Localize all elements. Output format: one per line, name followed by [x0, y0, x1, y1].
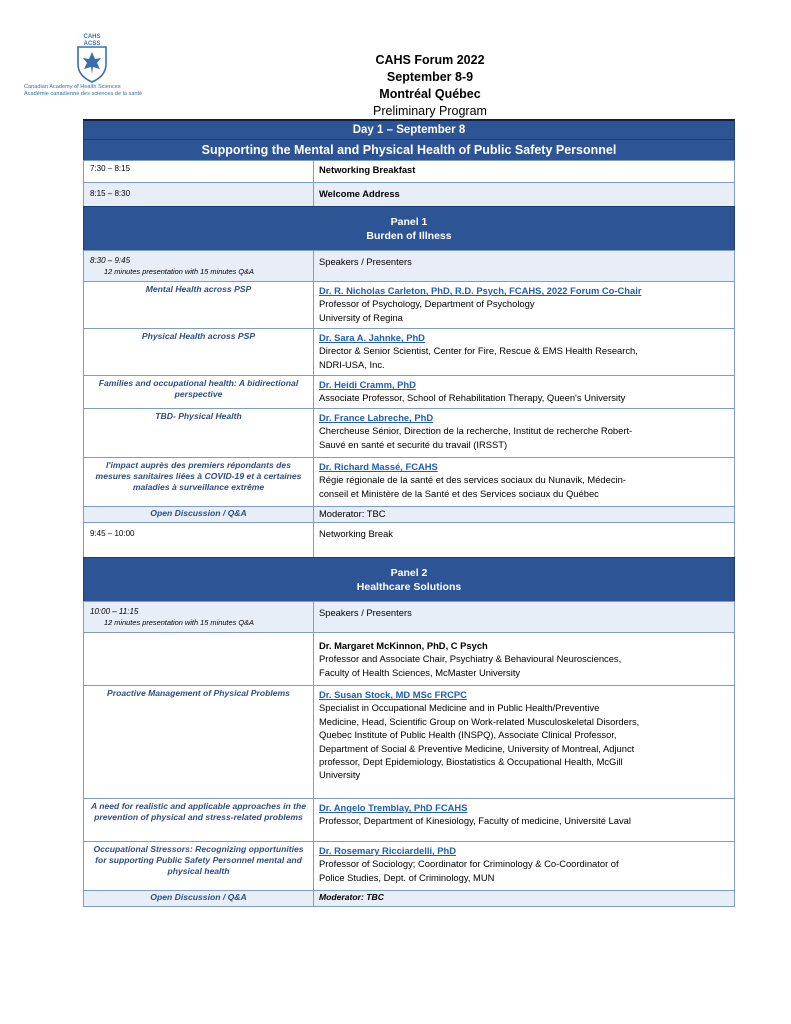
forum-location: Montréal Québec — [379, 87, 481, 101]
speaker-affiliation: conseil et Ministère de la Santé et des Services sociaux du Québec — [319, 487, 599, 499]
moderator-label: Moderator: TBC — [319, 508, 386, 519]
table-row — [83, 685, 735, 798]
talk-topic: Occupational Stressors: Recognizing opportunities for supporting Public Safety Personnel mental and physical health — [84, 842, 314, 890]
event-cell: Networking Break — [319, 528, 393, 539]
speaker-cell — [314, 842, 734, 890]
talk-topic — [84, 633, 314, 685]
day-heading: Day 1 – September 8 — [83, 119, 735, 139]
panel-title: Panel 1 — [390, 216, 428, 228]
panel-subtitle: Healthcare Solutions — [356, 581, 462, 593]
speaker-cell — [314, 458, 734, 506]
speaker-affiliation: Specialist in Occupational Medicine and in Public Health/Preventive — [319, 702, 600, 714]
speakers-label: Speakers / Presenters — [319, 607, 412, 618]
table-row — [83, 506, 735, 522]
talk-topic: l'impact auprès des premiers répondants des mesures sanitaires liées à COVID-19 et à certaines maladies à surveillance extrême — [84, 458, 314, 506]
speakers-label: Speakers / Presenters — [319, 256, 412, 267]
table-row — [83, 890, 735, 907]
speaker-name-link[interactable]: Dr. R. Nicholas Carleton, PhD, R.D. Psych, FCAHS, 2022 Forum Co-Chair — [319, 285, 642, 296]
program-table — [83, 119, 735, 907]
discussion-label: Open Discussion / Q&A — [84, 891, 314, 906]
table-row — [83, 798, 735, 841]
table-row — [83, 250, 735, 281]
speaker-cell — [314, 633, 734, 685]
forum-dates: September 8-9 — [386, 70, 474, 84]
speaker-cell — [314, 799, 734, 841]
program-subtitle: Preliminary Program — [373, 104, 487, 118]
speaker-name-link[interactable]: Dr. Richard Massé, FCAHS — [319, 461, 438, 472]
cahs-shield-icon — [72, 32, 112, 84]
table-row — [83, 281, 735, 328]
event-cell: Welcome Address — [319, 188, 400, 199]
speaker-affiliation: Associate Professor, School of Rehabilitation Therapy, Queen's University — [319, 392, 626, 404]
speaker-name: Dr. Margaret McKinnon, PhD, C Psych — [319, 640, 488, 651]
talk-topic: Physical Health across PSP — [84, 329, 314, 375]
table-row — [83, 160, 735, 182]
speaker-affiliation: professor, Dept Epidemiology, Biostatistics & Occupational Health, McGill — [319, 756, 623, 768]
cahs-logo — [24, 32, 174, 112]
speaker-name-link[interactable]: Dr. Rosemary Ricciardelli, PhD — [319, 845, 457, 856]
speaker-affiliation: Police Studies, Dept. of Criminology, MUN — [319, 871, 495, 883]
time-cell: 9:45 – 10:00 — [84, 523, 314, 557]
event-cell: Networking Breakfast — [319, 164, 416, 175]
time-cell: 7:30 – 8:15 — [84, 161, 314, 182]
speaker-affiliation: Medicine, Head, Scientific Group on Work-related Musculoskeletal Disorders, — [319, 715, 640, 727]
time-cell — [84, 251, 314, 281]
speaker-affiliation: Director & Senior Scientist, Center for Fire, Rescue & EMS Health Research, — [319, 345, 638, 357]
table-row — [83, 408, 735, 457]
session-time: 8:30 – 9:45 — [90, 256, 131, 265]
discussion-label: Open Discussion / Q&A — [84, 507, 314, 522]
session-note: 12 minutes presentation with 15 minutes Q&A — [104, 618, 254, 627]
speaker-affiliation: Professor of Psychology, Department of Psychology — [319, 298, 535, 310]
speaker-affiliation: Régie régionale de la santé et des services sociaux du Nunavik, Médecin- — [319, 474, 626, 486]
speaker-affiliation: Quebec Institute of Public Health (INSPQ), Associate Clinical Professor, — [319, 729, 617, 741]
talk-topic: Families and occupational health: A bidirectional perspective — [84, 376, 314, 408]
session-note: 12 minutes presentation with 15 minutes Q&A — [104, 267, 254, 276]
talk-topic: Proactive Management of Physical Problems — [84, 686, 314, 798]
logo-acronym-top: CAHS — [83, 34, 101, 40]
theme-heading: Supporting the Mental and Physical Health of Public Safety Personnel — [83, 139, 735, 160]
speaker-name-link[interactable]: Dr. Angelo Tremblay, PhD FCAHS — [319, 802, 468, 813]
speaker-cell — [314, 282, 734, 328]
panel-2-heading — [83, 557, 735, 601]
table-row — [83, 841, 735, 890]
speaker-affiliation: Chercheuse Sénior, Direction de la recherche, Institut de recherche Robert- — [319, 425, 633, 437]
logo-acronym-bottom: ACSS — [83, 41, 101, 47]
panel-subtitle: Burden of Illness — [366, 230, 452, 242]
speaker-affiliation: Professor of Sociology; Coordinator for Criminology & Co-Coordinator of — [319, 858, 619, 870]
speaker-affiliation: University — [319, 769, 361, 781]
table-row — [83, 522, 735, 557]
panel-title: Panel 2 — [390, 567, 428, 579]
speaker-affiliation: Department of Social & Preventive Medicine, University of Montreal, Adjunct — [319, 742, 635, 754]
table-row — [83, 632, 735, 685]
speaker-name-link[interactable]: Dr. Heidi Cramm, PhD — [319, 379, 416, 390]
forum-title: CAHS Forum 2022 — [375, 53, 485, 67]
time-cell — [84, 602, 314, 632]
speaker-affiliation: Professor, Department of Kinesiology, Faculty of medicine, Université Laval — [319, 815, 631, 827]
table-row — [83, 328, 735, 375]
org-name-english: Canadian Academy of Health Sciences — [24, 84, 121, 90]
time-cell: 8:15 – 8:30 — [84, 183, 314, 206]
speaker-affiliation: NDRI-USA, Inc. — [319, 358, 385, 370]
session-time: 10:00 – 11:15 — [90, 607, 139, 616]
table-row — [83, 375, 735, 408]
moderator-label: Moderator: TBC — [319, 892, 384, 902]
document-header — [300, 52, 560, 119]
talk-topic: TBD- Physical Health — [84, 409, 314, 457]
speaker-cell — [314, 376, 734, 408]
speaker-name-link[interactable]: Dr. France Labreche, PhD — [319, 412, 434, 423]
speaker-affiliation: Professor and Associate Chair, Psychiatry & Behavioural Neurosciences, — [319, 653, 622, 665]
speaker-name-link[interactable]: Dr. Sara A. Jahnke, PhD — [319, 332, 425, 343]
org-name-french: Académie canadienne des sciences de la santé — [24, 91, 143, 97]
talk-topic: Mental Health across PSP — [84, 282, 314, 328]
speaker-cell — [314, 409, 734, 457]
speaker-affiliation: Faculty of Health Sciences, McMaster University — [319, 666, 521, 678]
table-row — [83, 601, 735, 632]
speaker-cell — [314, 329, 734, 375]
speaker-affiliation: Sauvé en santé et securité du travail (IRSST) — [319, 438, 508, 450]
table-row — [83, 182, 735, 206]
speaker-cell — [314, 686, 734, 798]
table-row — [83, 457, 735, 506]
speaker-name-link[interactable]: Dr. Susan Stock, MD MSc FRCPC — [319, 689, 467, 700]
panel-1-heading — [83, 206, 735, 250]
speaker-affiliation: University of Regina — [319, 311, 403, 323]
talk-topic: A need for realistic and applicable approaches in the prevention of physical and stress-related problems — [84, 799, 314, 841]
